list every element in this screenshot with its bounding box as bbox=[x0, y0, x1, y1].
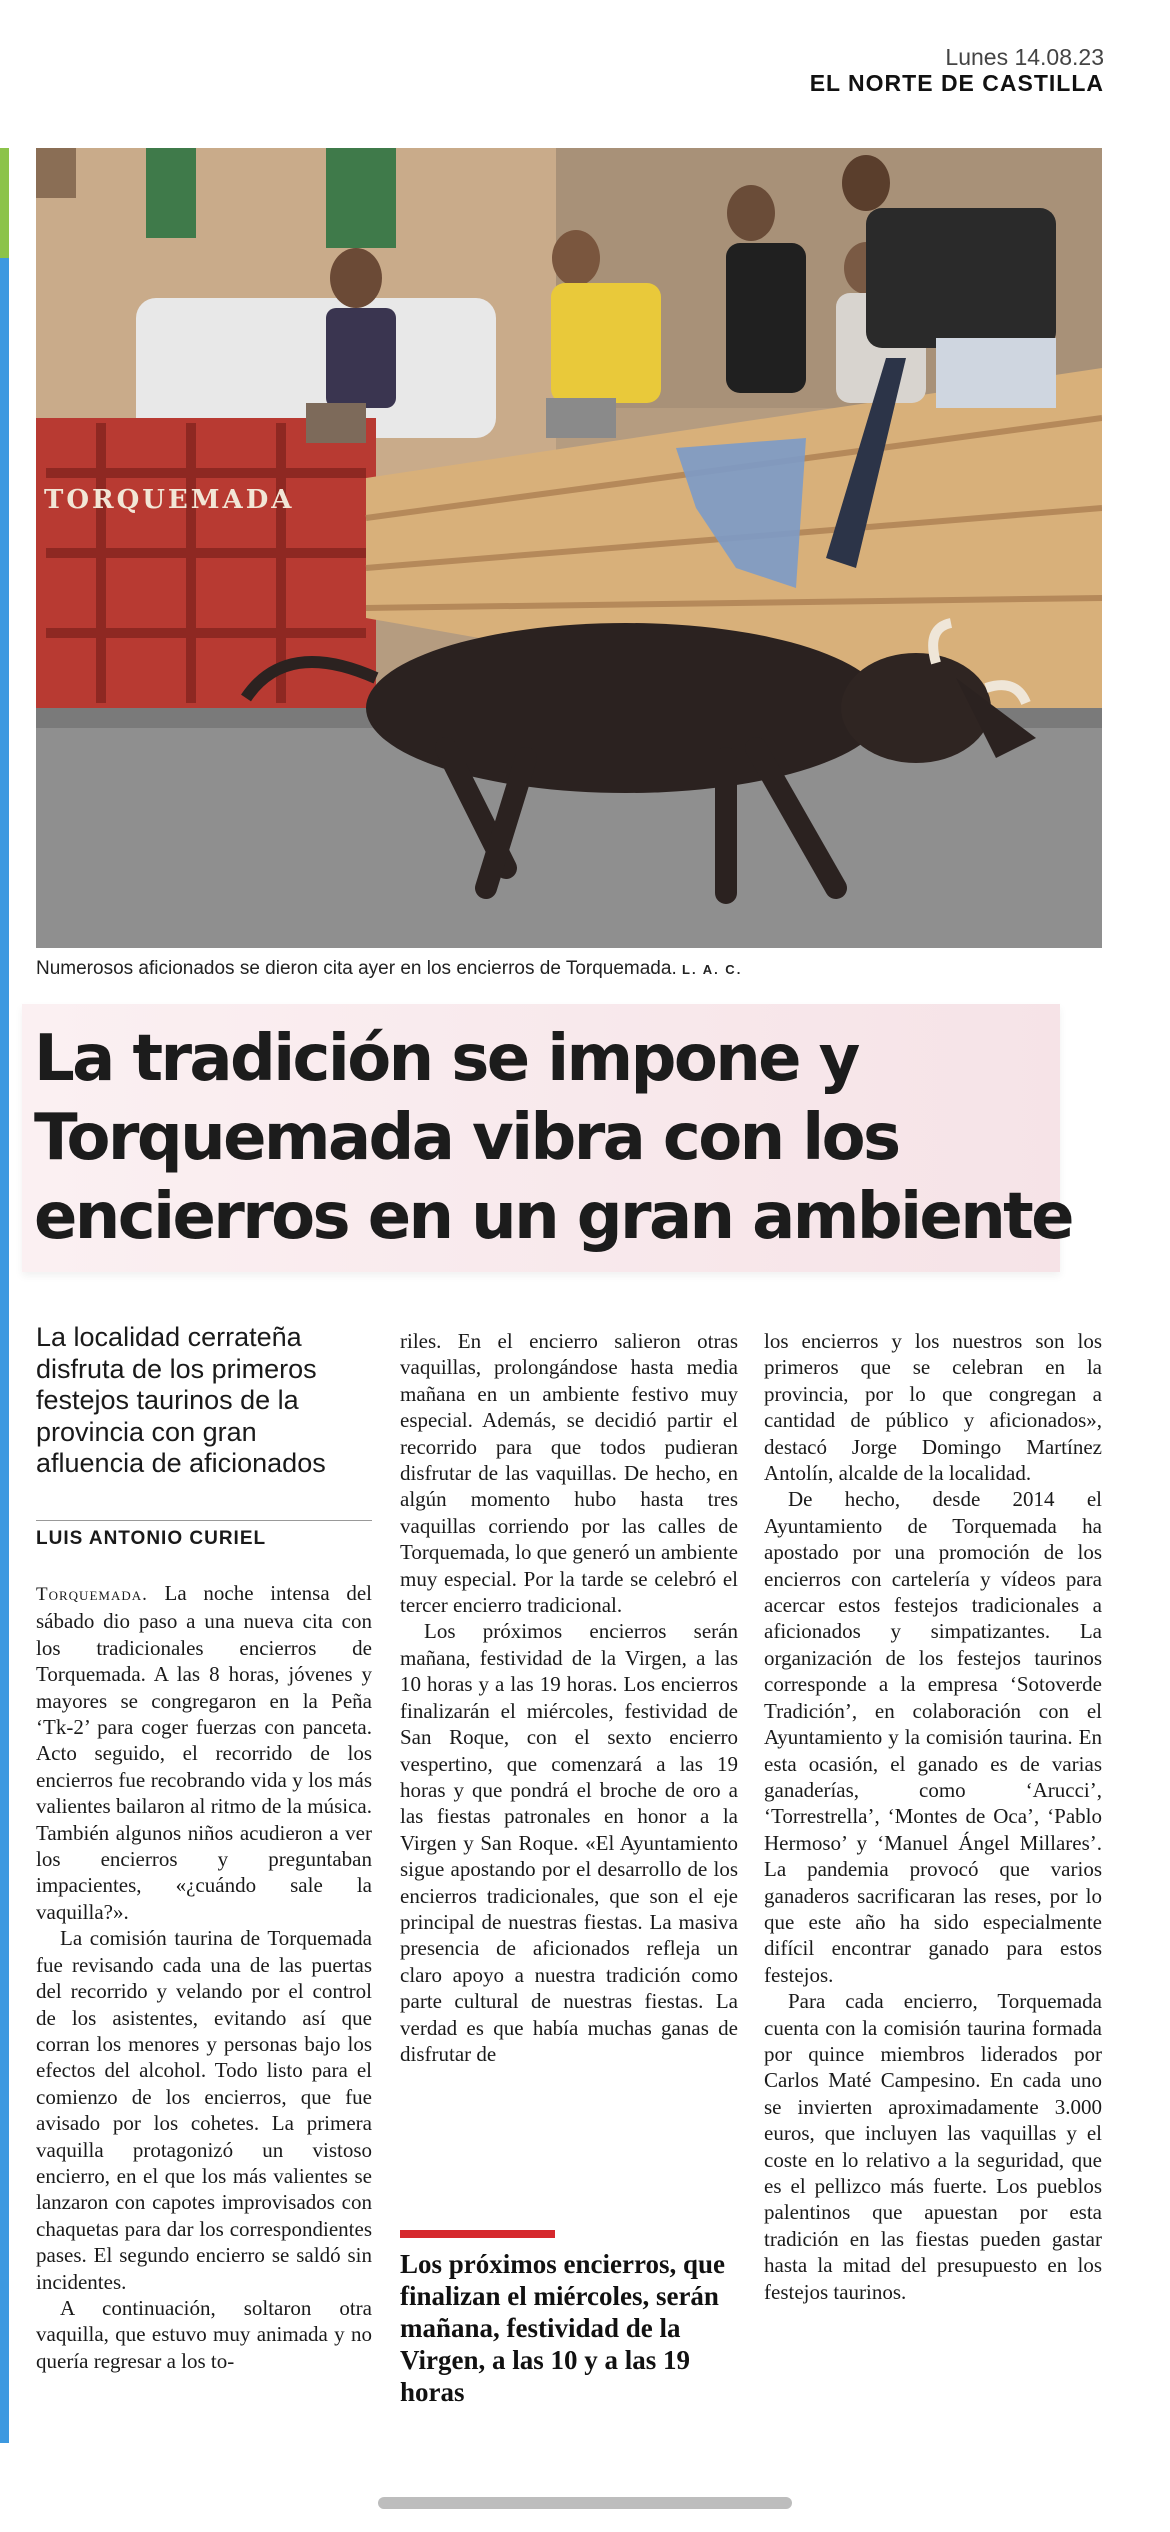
author-byline: LUIS ANTONIO CURIEL bbox=[36, 1528, 267, 1549]
pull-quote-accent bbox=[400, 2230, 555, 2238]
paragraph: los encierros y los nuestros son los primeros que se celebran en la provincia, por lo que congregan a cantidad de público y aficionados», destacó Jorge Domingo Martínez Antolín, alcalde de la localidad. bbox=[764, 1329, 1102, 1486]
photo-credit: L. A. C. bbox=[682, 962, 743, 977]
headline-line: encierros en un gran ambiente bbox=[34, 1180, 1072, 1254]
paragraph bbox=[36, 1580, 372, 1925]
headline-line: La tradición se impone y bbox=[34, 1022, 858, 1096]
paragraph: A continuación, soltaron otra vaquilla, que estuvo muy animada y no quería regresar a los to- bbox=[36, 2295, 372, 2373]
newspaper-name: EL NORTE DE CASTILLA bbox=[809, 70, 1104, 96]
issue-date: Lunes 14.08.23 bbox=[945, 44, 1104, 70]
pull-quote: Los próximos encierros, que finalizan el miércoles, serán mañana, festividad de la Virgen, a las 10 y a las 19 horas bbox=[400, 2249, 725, 2407]
article-column-1 bbox=[36, 1580, 372, 2374]
paragraph: La comisión taurina de Torquemada fue revisando cada una de las puertas del recorrido y velando por el control de los asistentes, evitando así que corran los menores y personas bajo los efectos del alcohol. Todo listo para el comienzo de los encierros, que fue avisado por los cohetes. La primera vaquilla protagonizó un vistoso encierro, en el que los más valientes se lanzaron con capotes improvisados con chaquetas para dar los correspondientes pases. El segundo encierro se saldó sin incidentes. bbox=[36, 1926, 372, 2294]
headline-line: Torquemada vibra con los bbox=[34, 1101, 899, 1175]
paragraph: Los próximos encierros serán mañana, festividad de la Virgen, a las 10 horas y a las 19 horas. Los encierros finalizarán el miércoles, festividad de San Roque, con el sexto encierro vespertino, que comenzará a las 19 horas y que pondrá el broche de oro a las fiestas patronales en honor a la Virgen y San Roque. «El Ayuntamiento sigue apostando por el desarrollo de los encierros tradicionales, que son el eje principal de nuestras fiestas. La masiva presencia de aficionados refleja un claro apoyo a nuestra tradición como parte cultural de nuestras fiestas. La verdad es que había muchas ganas de disfrutar de bbox=[400, 1619, 738, 2066]
masthead bbox=[810, 44, 1104, 96]
section-color-strip bbox=[0, 148, 9, 2443]
paragraph-text: La noche intensa del sábado dio paso a una nueva cita con los tradicionales encierros de Torquemada. A las 8 horas, jóvenes y mayores se congregaron en la Peña ‘Tk-2’ para coger fuerzas con panceta. Acto seguido, el recorrido de los encierros fue recobrando vida y los más valientes bailaron al ritmo de la música. También algunos niños acudieron a ver los encierros y preguntaban impacientes, «¿cuándo sale la vaquilla?». bbox=[36, 1581, 373, 1924]
byline-divider bbox=[36, 1520, 372, 1521]
subtitle-line: festejos taurinos de la bbox=[36, 1385, 299, 1415]
photo-caption bbox=[36, 958, 1102, 980]
subtitle-line: La localidad cerrateña bbox=[36, 1322, 302, 1352]
article-photo bbox=[36, 148, 1102, 948]
article-headline bbox=[34, 1020, 1114, 1257]
home-indicator[interactable] bbox=[378, 2497, 792, 2509]
caption-text: Numerosos aficionados se dieron cita ayer en los encierros de Torquemada. bbox=[36, 958, 677, 979]
subtitle-line: afluencia de aficionados bbox=[36, 1448, 326, 1478]
article-column-2 bbox=[400, 1328, 738, 2067]
subtitle-line: disfruta de los primeros bbox=[36, 1353, 317, 1384]
fence-sign: TORQUEMADA bbox=[44, 485, 295, 515]
dateline: Torquemada. bbox=[36, 1584, 148, 1605]
subtitle-line: provincia con gran bbox=[36, 1416, 257, 1447]
article-subtitle bbox=[36, 1322, 376, 1480]
article-column-3 bbox=[764, 1328, 1102, 2305]
paragraph: riles. En el encierro salieron otras vaquillas, prolongándose hasta media mañana en un ambiente festivo muy especial. Además, se decidió partir el recorrido para que todos pudieran disfrutar de las vaquillas. De hecho, en algún momento hubo hasta tres vaquillas corriendo por las calles de Torquemada, lo que generó un ambiente muy especial. Por la tarde se celebró el tercer encierro tradicional. bbox=[400, 1329, 738, 1618]
paragraph: Para cada encierro, Torquemada cuenta con la comisión taurina formada por quince miembros liderados por Carlos Maté Campesino. En cada uno se invierten aproximadamente 3.000 euros, que incluyen las vaquillas y el coste en lo relativo a la seguridad, que es el pellizco más fuerte. Los pueblos palentinos que apuestan por esta tradición en las fiestas pueden gastar hasta la mitad del presupuesto en los festejos taurinos. bbox=[764, 1989, 1102, 2304]
paragraph: De hecho, desde 2014 el Ayuntamiento de Torquemada ha apostado por una promoción de los encierros con cartelería y vídeos para acercar estos festejos tradicionales a aficionados y simpatizantes. La organización de los festejos taurinos corresponde a la empresa ‘Sotoverde Tradición’, en colaboración con el Ayuntamiento y la comisión taurina. En esta ocasión, el ganado es de varias ganaderías, como ‘Arucci’, ‘Torrestrella’, ‘Montes de Oca’, ‘Pablo Hermoso’ y ‘Manuel Ángel Millares’. La pandemia provocó que varios ganaderos sacrificaran las reses, por lo que este año ha sido especialmente difícil encontrar ganado para estos festejos. bbox=[764, 1487, 1102, 1987]
